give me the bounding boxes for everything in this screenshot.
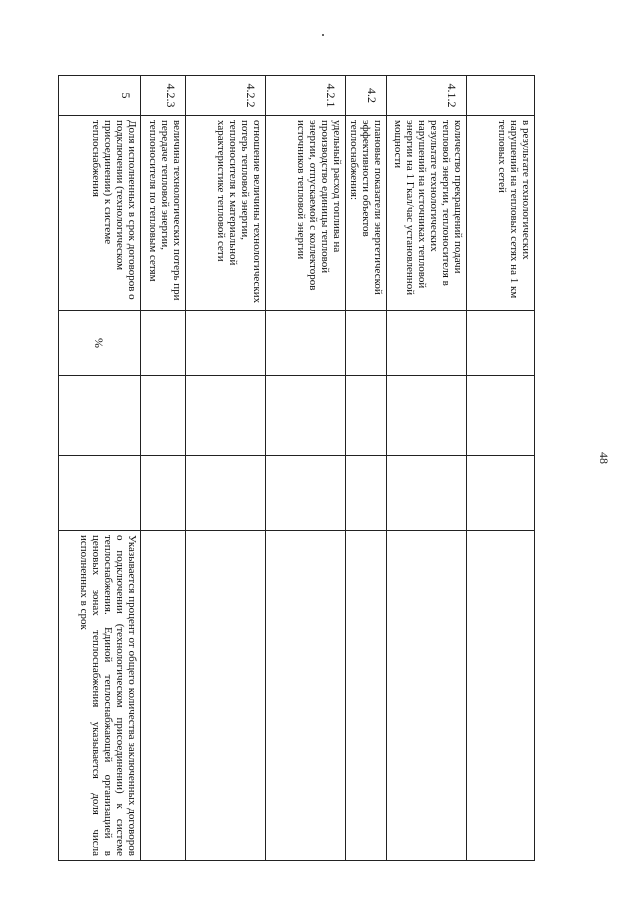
- unit-cell: [346, 311, 387, 376]
- row-number-cell: 4.2: [346, 76, 387, 116]
- table-row: [141, 76, 186, 861]
- page-number: 48: [597, 452, 611, 464]
- indicator-name-cell: в результате технологических нарушений на тепловых сетях на 1 км тепловых сетей: [467, 116, 535, 311]
- value-cell-2: [59, 456, 141, 531]
- row-number-cell: 5: [59, 76, 141, 116]
- unit-cell: %: [59, 311, 141, 376]
- unit-cell: [186, 311, 266, 376]
- indicators-table: [58, 75, 535, 861]
- value-cell-1: [467, 376, 535, 456]
- value-cell-1: [387, 376, 467, 456]
- comment-cell: [266, 531, 346, 861]
- table-row: [467, 76, 535, 861]
- row-number-cell: 4.1.2: [387, 76, 467, 116]
- table-row: [186, 76, 266, 861]
- row-number-cell: 4.2.3: [141, 76, 186, 116]
- value-cell-1: [141, 376, 186, 456]
- value-cell-1: [186, 376, 266, 456]
- value-cell-1: [266, 376, 346, 456]
- indicator-name-cell: удельный расход топлива на производство единицы тепловой энергии, отпускаемой с коллекторов источников тепловой энергии: [266, 116, 346, 311]
- indicator-name-cell: величина технологических потерь при передаче тепловой энергии, теплоносителя по тепловым сетям: [141, 116, 186, 311]
- indicator-name-cell: количество прекращений подачи тепловой энергии, теплоносителя в результате технологических нарушений на источниках тепловой энергии на 1 Гкал/час установленной мощности: [387, 116, 467, 311]
- table-row: [387, 76, 467, 861]
- comment-cell: [387, 531, 467, 861]
- value-cell-2: [141, 456, 186, 531]
- comment-cell: [186, 531, 266, 861]
- unit-cell: [266, 311, 346, 376]
- value-cell-2: [467, 456, 535, 531]
- table-body: [59, 76, 535, 861]
- comment-cell: [346, 531, 387, 861]
- value-cell-1: [346, 376, 387, 456]
- indicator-name-cell: плановые показатели энергетической эффективности объектов теплоснабжения:: [346, 116, 387, 311]
- comment-cell: [467, 531, 535, 861]
- indicator-name-cell: отношение величины технологических потерь тепловой энергии, теплоносителя к материальной характеристике тепловой сети: [186, 116, 266, 311]
- table-row: [266, 76, 346, 861]
- value-cell-2: [266, 456, 346, 531]
- indicator-name-cell: Доля исполненных в срок договоров о подключении (технологическом присоединении) к системе теплоснабжения: [59, 116, 141, 311]
- comment-cell: Указывается процент от общего количества заключенных договоров о подключении (технологическом присоединении) к системе теплоснабжения. Единой теплоснабжающей организацией в ценовых зонах теплоснабжения указывается доля числа исполненных в срок: [59, 531, 141, 861]
- table-wrapper: [70, 75, 535, 860]
- table-row: [59, 76, 141, 861]
- row-number-cell: 4.2.2: [186, 76, 266, 116]
- table-row: [346, 76, 387, 861]
- unit-cell: [467, 311, 535, 376]
- comment-cell: [141, 531, 186, 861]
- value-cell-2: [387, 456, 467, 531]
- value-cell-1: [59, 376, 141, 456]
- unit-cell: [141, 311, 186, 376]
- row-number-cell: 4.2.1: [266, 76, 346, 116]
- value-cell-2: [346, 456, 387, 531]
- row-number-cell: [467, 76, 535, 116]
- unit-cell: [387, 311, 467, 376]
- scan-speck: [322, 34, 324, 36]
- value-cell-2: [186, 456, 266, 531]
- rotated-table-container: [70, 75, 535, 860]
